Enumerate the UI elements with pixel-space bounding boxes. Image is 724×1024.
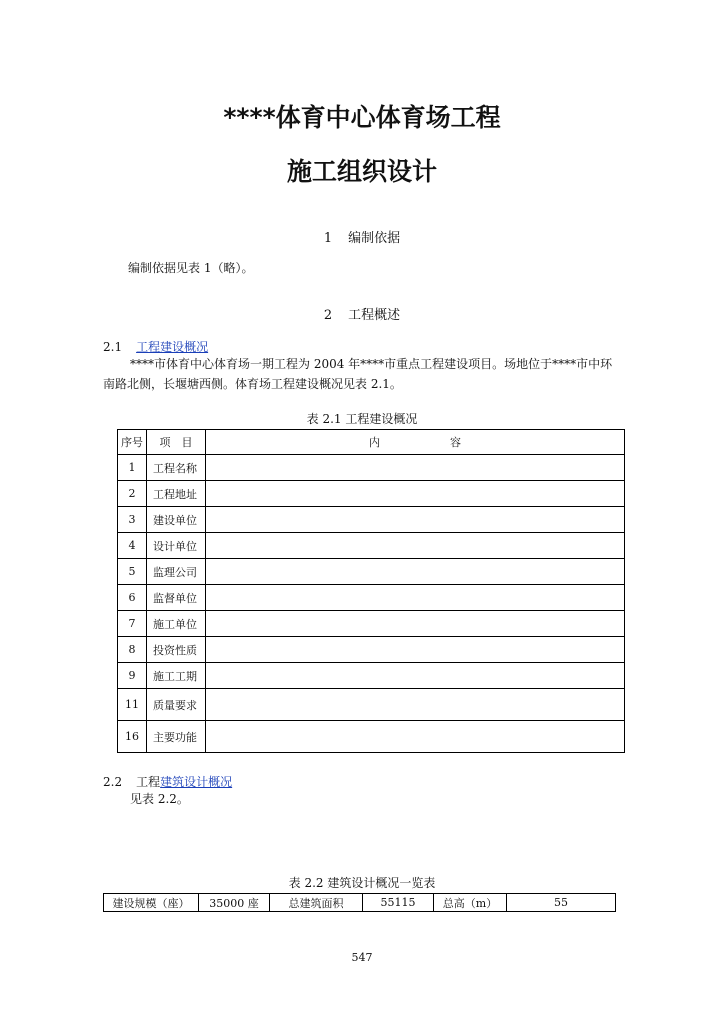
subsection-2-2-heading (103, 773, 232, 790)
row-no: 3 (118, 507, 147, 533)
table-row (118, 611, 625, 637)
row-content (206, 663, 625, 689)
row-content (206, 585, 625, 611)
row-content (206, 721, 625, 753)
header-item: 项 目 (147, 430, 206, 455)
subsection-2-1-number: 2.1 (103, 340, 123, 354)
section-2-number: 2 (323, 308, 333, 323)
table-row (118, 585, 625, 611)
table-2-1 (117, 429, 625, 753)
cell-scale-value: 35000 座 (199, 894, 270, 912)
row-no: 9 (118, 663, 147, 689)
row-item: 质量要求 (147, 689, 206, 721)
subsection-2-1-link[interactable]: 工程建设概况 (136, 340, 209, 354)
header-content (206, 430, 625, 455)
page-number: 547 (351, 951, 373, 964)
document-title: ****体育中心体育场工程 (223, 103, 501, 132)
row-content (206, 637, 625, 663)
row-content (206, 507, 625, 533)
row-no: 6 (118, 585, 147, 611)
row-no: 7 (118, 611, 147, 637)
table-row (118, 507, 625, 533)
subsection-2-2-number: 2.2 (103, 775, 123, 789)
table-row (118, 481, 625, 507)
table-row (118, 455, 625, 481)
row-no: 5 (118, 559, 147, 585)
row-no: 4 (118, 533, 147, 559)
table-header-row (118, 430, 625, 455)
section-2-title: 工程概述 (348, 308, 401, 323)
cell-height-label: 总高（m） (434, 894, 507, 912)
row-item: 监理公司 (147, 559, 206, 585)
section-1-body: 编制依据见表 1（略）。 (128, 261, 254, 275)
row-content (206, 533, 625, 559)
header-content-a: 内 (369, 436, 380, 449)
row-item: 工程地址 (147, 481, 206, 507)
table-row (118, 721, 625, 753)
row-no: 1 (118, 455, 147, 481)
table-2-2-caption: 表 2.2 建筑设计概况一览表 (288, 876, 436, 890)
table-row (118, 533, 625, 559)
cell-scale-label: 建设规模（座） (104, 894, 199, 912)
row-item: 施工单位 (147, 611, 206, 637)
row-item: 投资性质 (147, 637, 206, 663)
cell-area-label: 总建筑面积 (270, 894, 363, 912)
table-2-2 (103, 893, 616, 912)
table-row (118, 637, 625, 663)
row-content (206, 455, 625, 481)
cell-area-value: 55115 (363, 894, 434, 912)
subsection-2-2-body: 见表 2.2。 (130, 792, 189, 806)
section-2-heading (0, 304, 724, 323)
cell-height-value: 55 (507, 894, 616, 912)
row-item: 设计单位 (147, 533, 206, 559)
table-2-1-caption: 表 2.1 工程建设概况 (306, 412, 418, 426)
row-no: 11 (118, 689, 147, 721)
section-1-title: 编制依据 (348, 231, 401, 246)
row-item: 监督单位 (147, 585, 206, 611)
subsection-2-2-link[interactable]: 建筑设计概况 (160, 775, 233, 789)
subsection-2-1-body-line1: ****市体育中心体育场一期工程为 2004 年****市重点工程建设项目。场地位于****市中环 (130, 357, 613, 371)
table-row (118, 559, 625, 585)
row-content (206, 559, 625, 585)
document-subtitle: 施工组织设计 (286, 157, 437, 186)
section-1-heading (0, 227, 724, 246)
table-row (118, 689, 625, 721)
header-content-b: 容 (450, 436, 461, 449)
row-no: 8 (118, 637, 147, 663)
row-content (206, 611, 625, 637)
subsection-2-1-heading (103, 338, 208, 355)
header-no: 序号 (118, 430, 147, 455)
table-row (104, 894, 616, 912)
row-item: 建设单位 (147, 507, 206, 533)
row-item: 主要功能 (147, 721, 206, 753)
row-item: 工程名称 (147, 455, 206, 481)
subsection-2-1-body-line2: 南路北侧，长堰塘西侧。体育场工程建设概况见表 2.1。 (103, 377, 402, 391)
row-no: 2 (118, 481, 147, 507)
row-item: 施工工期 (147, 663, 206, 689)
table-row (118, 663, 625, 689)
row-content (206, 481, 625, 507)
row-no: 16 (118, 721, 147, 753)
subsection-2-2-title: 工程 (136, 775, 161, 789)
row-content (206, 689, 625, 721)
section-1-number: 1 (323, 231, 333, 246)
